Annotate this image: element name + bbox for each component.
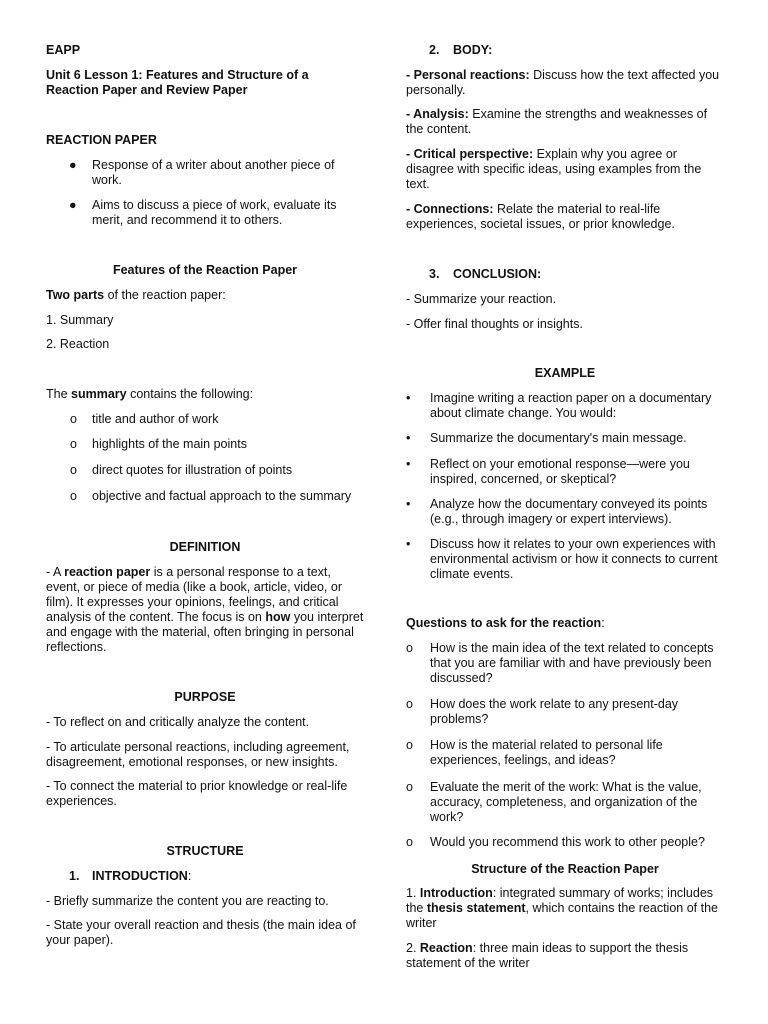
body-item — [406, 202, 724, 232]
two-parts-rest: of the reaction paper: — [104, 288, 226, 302]
reaction-bullet-text: Aims to discuss a piece of work, evaluate its merit, and recommend it to others. — [92, 198, 337, 227]
example-heading: EXAMPLE — [534, 366, 596, 380]
summary-item-text: title and author of work — [92, 412, 219, 426]
s2-bold: Reaction — [419, 941, 473, 955]
conclusion-item: - Summarize your reaction. — [406, 292, 557, 306]
bullet-icon: ● — [69, 198, 77, 212]
s1-bold-thesis: thesis statement — [426, 901, 526, 915]
structure-item-introduction — [406, 886, 724, 931]
circle-bullet-icon: o — [70, 489, 77, 503]
circle-bullet-icon: o — [406, 697, 413, 711]
questions-heading: Questions to ask for the reaction — [406, 616, 602, 630]
example-item-text: Analyze how the documentary conveyed its points (e.g., through imagery or expert interviews). — [430, 497, 708, 526]
circle-bullet-icon: o — [70, 463, 77, 477]
s1-text: : integrated summary of works; includes the — [406, 886, 714, 915]
question-text: Would you recommend this work to other people? — [430, 835, 705, 849]
body-item-text: Examine the strengths and weaknesses of the content. — [406, 107, 708, 136]
body-item-text: Explain why you agree or disagree with specific ideas, using examples from the text. — [406, 147, 702, 191]
question-text: Evaluate the merit of the work: What is the value, accuracy, completeness, and organization of the work? — [430, 780, 702, 824]
def-part: - A — [46, 565, 65, 579]
intro-item: - Briefly summarize the content you are reacting to. — [46, 894, 329, 908]
intro-heading: INTRODUCTION — [92, 869, 188, 883]
reaction-bullet-text: Response of a writer about another piece of work. — [92, 158, 335, 187]
purpose-heading: PURPOSE — [174, 690, 236, 704]
body-item-label: - Critical perspective: — [406, 147, 534, 161]
s2-text: : three main ideas to support the thesis statement of the writer — [406, 941, 689, 970]
conclusion-number: 3. — [429, 267, 440, 281]
circle-bullet-icon: o — [406, 835, 413, 849]
bullet-icon: • — [406, 431, 411, 445]
body-item-text: Relate the material to real-life experiences, societal issues, or prior knowledge. — [406, 202, 675, 231]
body-number: 2. — [429, 43, 440, 57]
body-item — [406, 68, 724, 98]
circle-bullet-icon: o — [406, 780, 413, 794]
structure-reaction-heading: Structure of the Reaction Paper — [471, 862, 659, 876]
questions-colon: : — [601, 616, 605, 630]
intro-number: 1. — [69, 869, 80, 883]
part-reaction: 2. Reaction — [46, 337, 110, 351]
def-bold: how — [265, 610, 291, 624]
body-item-text: Discuss how the text affected you personally. — [406, 68, 720, 97]
questions-heading-line — [406, 616, 724, 631]
s1-text: , which contains the reaction of the writer — [406, 901, 718, 930]
body-item — [406, 107, 724, 137]
body-item-label: - Personal reactions: — [406, 68, 530, 82]
def-part: you interpret and engage with the material, often bringing in personal reflections. — [46, 610, 364, 654]
body-heading: BODY: — [453, 43, 493, 57]
summary-pre: The — [46, 387, 72, 401]
definition-heading: DEFINITION — [169, 540, 241, 554]
body-item-label: - Connections: — [406, 202, 494, 216]
bullet-icon: • — [406, 457, 411, 471]
features-heading: Features of the Reaction Paper — [112, 263, 298, 277]
lesson-title: Unit 6 Lesson 1: Features and Structure of a Reaction Paper and Review Paper — [46, 68, 309, 97]
circle-bullet-icon: o — [70, 437, 77, 451]
definition-text — [46, 565, 364, 655]
example-item-text: Summarize the documentary's main message. — [430, 431, 687, 445]
bullet-icon: • — [406, 497, 411, 511]
example-item-text: Imagine writing a reaction paper on a documentary about climate change. You would: — [430, 391, 712, 420]
structure-heading: STRUCTURE — [166, 844, 244, 858]
purpose-item: - To reflect on and critically analyze the content. — [46, 715, 310, 729]
summary-post: contains the following: — [126, 387, 254, 401]
bullet-icon: ● — [69, 158, 77, 172]
s1-bold: Introduction — [419, 886, 493, 900]
summary-item-text: highlights of the main points — [92, 437, 247, 451]
part-summary: 1. Summary — [46, 313, 114, 327]
intro-item: - State your overall reaction and thesis (the main idea of your paper). — [46, 918, 356, 947]
circle-bullet-icon: o — [406, 641, 413, 655]
def-bold: reaction paper — [64, 565, 151, 579]
structure-item-reaction — [406, 941, 724, 971]
course-label: EAPP — [46, 43, 81, 57]
purpose-item: - To connect the material to prior knowledge or real-life experiences. — [46, 779, 348, 808]
question-text: How is the main idea of the text related to concepts that you are familiar with and have previously been discussed? — [430, 641, 714, 685]
reaction-paper-heading: REACTION PAPER — [46, 133, 157, 147]
purpose-item: - To articulate personal reactions, including agreement, disagreement, emotional responses, or new insights. — [46, 740, 350, 769]
summary-bold: summary — [71, 387, 127, 401]
two-parts-bold: Two parts — [46, 288, 105, 302]
circle-bullet-icon: o — [406, 738, 413, 752]
question-text: How is the material related to personal life experiences, feelings, and ideas? — [430, 738, 663, 767]
summary-intro — [46, 387, 364, 402]
s1-number: 1. — [406, 886, 420, 900]
body-item-label: - Analysis: — [406, 107, 469, 121]
def-part: is a personal response to a text, event, or piece of media (like a book, article, video, or film). It expresses your opinions, feelings, and critical analysis of the content. The focus is on — [46, 565, 342, 624]
body-item — [406, 147, 724, 192]
conclusion-item: - Offer final thoughts or insights. — [406, 317, 583, 331]
s2-number: 2. — [406, 941, 420, 955]
question-text: How does the work relate to any present-day problems? — [430, 697, 679, 726]
conclusion-heading: CONCLUSION: — [453, 267, 542, 281]
intro-colon: : — [187, 869, 192, 883]
bullet-icon: • — [406, 391, 411, 405]
example-item-text: Discuss how it relates to your own experiences with environmental activism or how it connects to current climate events. — [430, 537, 718, 581]
summary-item-text: objective and factual approach to the summary — [92, 489, 352, 503]
example-item-text: Reflect on your emotional response—were you inspired, concerned, or skeptical? — [430, 457, 690, 486]
two-parts-line — [46, 288, 364, 303]
circle-bullet-icon: o — [70, 412, 77, 426]
bullet-icon: • — [406, 537, 411, 551]
summary-item-text: direct quotes for illustration of points — [92, 463, 293, 477]
